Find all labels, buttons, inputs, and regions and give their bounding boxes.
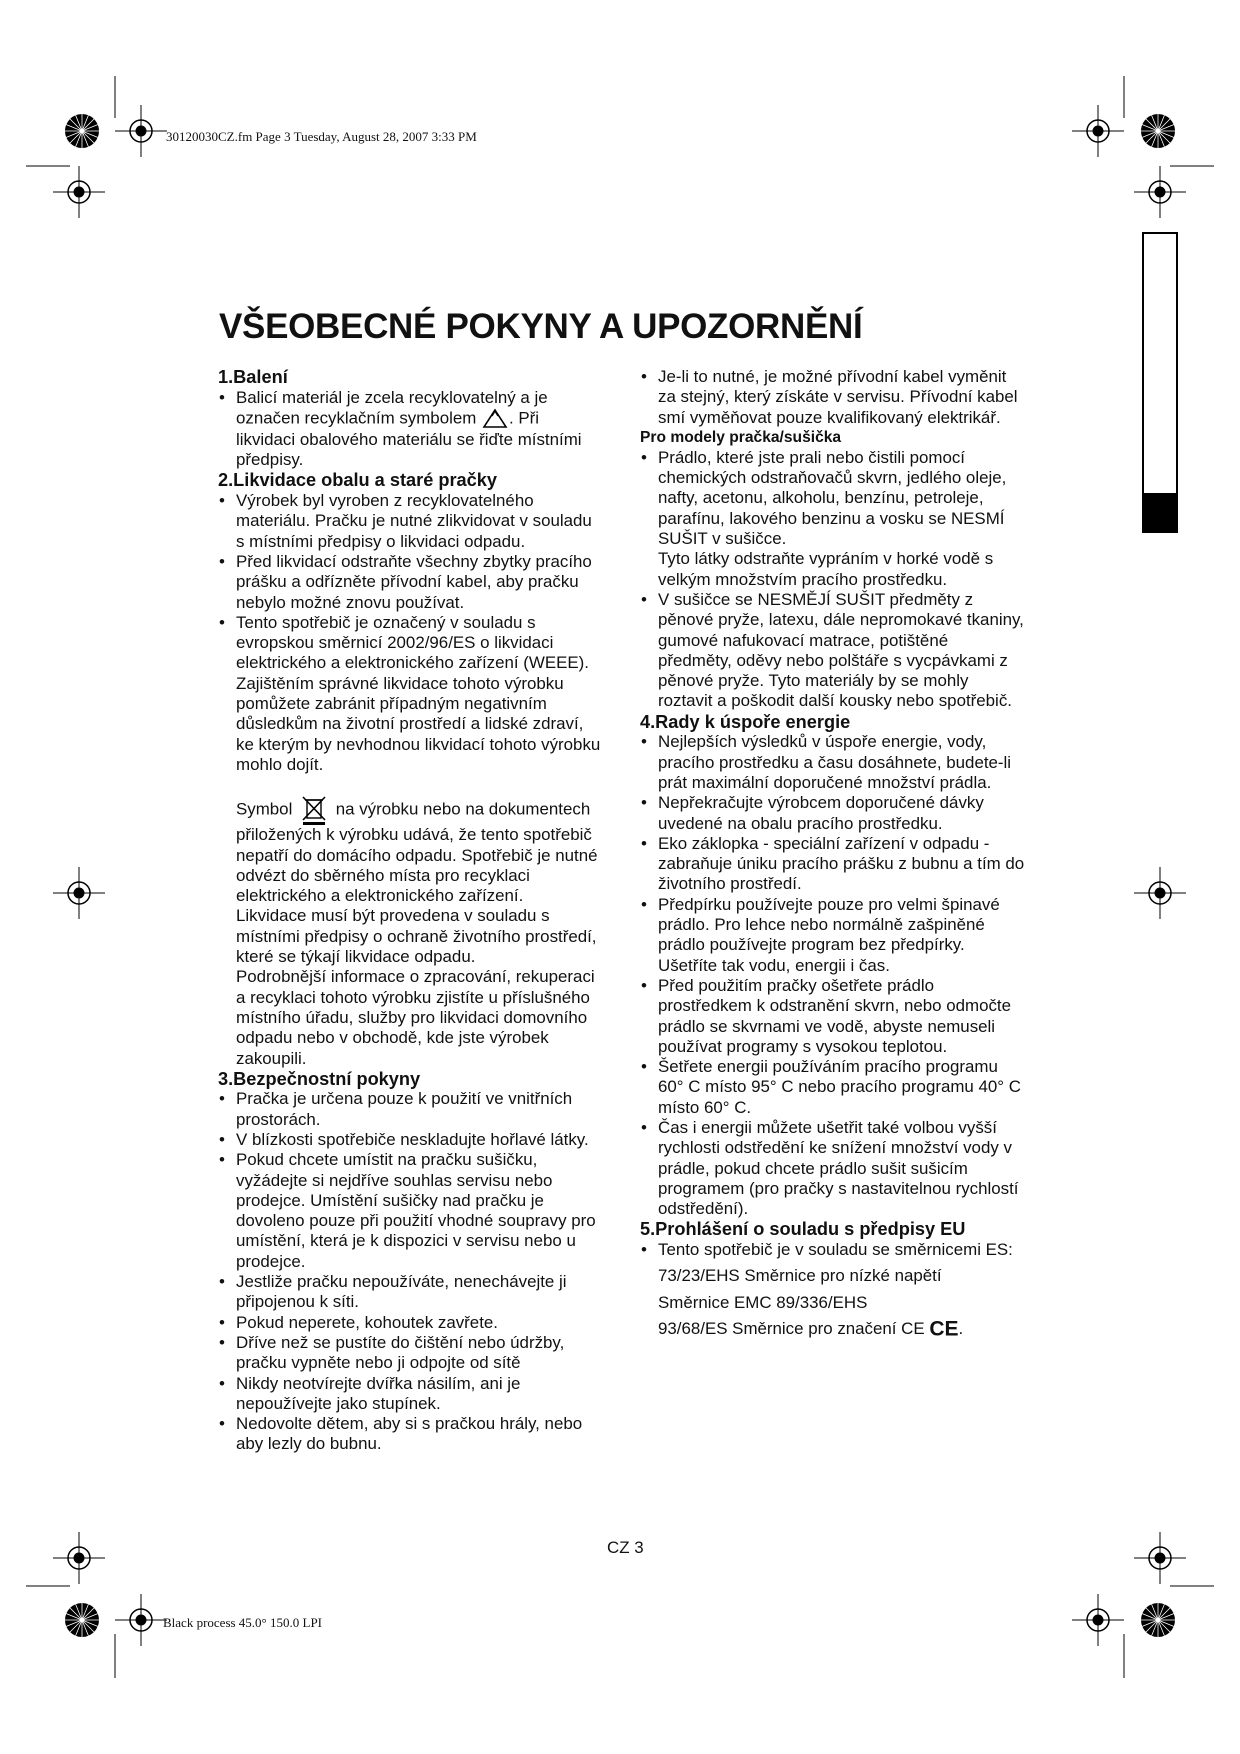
registration-mark [53,1532,105,1584]
list-item: • Před použitím pračky ošetřete prádlo prostředkem k odstranění skvrn, nebo odmočte prádlo se skvrnami ve vodě, abyste nemuseli používat programy s vysokou teplotou. [640,976,1026,1057]
list-item: • Šetřete energii používáním pracího programu 60° C místo 95° C nebo pracího programu 40° C místo 60° C. [640,1057,1026,1118]
section-heading: 4.Rady k úspoře energie [640,711,851,732]
section-heading: 5.Prohlášení o souladu s předpisy EU [640,1219,966,1240]
page-number: CZ 3 [607,1538,644,1557]
registration-mark [115,105,167,157]
section-list [640,732,1026,1219]
registration-mark [1134,1532,1186,1584]
section-list [218,1089,604,1454]
registration-mark [53,166,105,218]
star-mark-bottom-right [1141,1603,1175,1637]
list-item: • V blízkosti spotřebiče neskladujte hořlavé látky. [218,1130,604,1150]
list-item: • Tento spotřebič je označený v souladu s evropskou směrnicí 2002/96/ES o likvidaci elektrického a elektronického zařízení (WEEE). [218,613,604,674]
ce-mark: CE [929,1317,959,1341]
registration-mark [1134,867,1186,919]
list-item: • Předpírku používejte pouze pro velmi špinavé prádlo. Pro lehce nebo normálně zašpiněné prádlo používejte program bez předpírky. Ušetříte tak vodu, energii i čas. [640,895,1026,976]
list-item: • Čas i energii můžete ušetřit také volbou vyšší rychlosti odstředění ke snížení množství vody v prádle, pokud chcete prádlo sušit sušicím programem (pro pračky s nastavitelnou rychlostí odstředění). [640,1118,1026,1219]
section-list [218,388,604,471]
directive-line: 73/23/EHS Směrnice pro nízké napětí [658,1266,942,1286]
chapter-tab-marker [1142,493,1178,533]
registration-mark [53,867,105,919]
list-item: • Prádlo, které jste prali nebo čistili pomocí chemických odstraňovačů skvrn, jedlého oleje, nafty, acetonu, alkoholu, benzínu, petroleje, parafínu, lakového benzinu a vosku se NESMÍ SUŠIT v sušičce. Tyto látky odstraňte vypráním v horké vodě s velkým množstvím pracího prostředku. [640,448,1026,590]
list-item: • Nepřekračujte výrobcem doporučené dávky uvedené na obalu pracího prostředku. [640,793,1026,834]
section-heading: 2.Likvidace obalu a staré pračky [218,470,498,491]
list-item: • Výrobek byl vyroben z recyklovatelného materiálu. Pračku je nutné zlikvidovat v souladu s místními předpisy o likvidaci odpadu. [218,491,604,552]
list-item: • Tento spotřebič je v souladu se směrnicemi ES: [640,1240,1026,1260]
section-list [640,1240,1026,1260]
print-process-note: Black process 45.0° 150.0 LPI [163,1615,323,1630]
recycle-icon [481,408,509,430]
list-item: • Balicí materiál je zcela recyklovatelný a je označen recyklačním symbolem . Při likvidaci obalového materiálu se řiďte místními předpisy. [218,388,604,471]
list-item: • Dříve než se pustíte do čištění nebo údržby, pračku vypněte nebo ji odpojte od sítě [218,1333,604,1374]
directive-line: Směrnice EMC 89/336/EHS [658,1292,868,1312]
list-item: • Před likvidací odstraňte všechny zbytky pracího prášku a odřízněte přívodní kabel, aby pračku nebylo možné znovu používat. [218,552,604,613]
paragraph: Likvidace musí být provedena v souladu s místními předpisy o ochraně životního prostředí, které se týkají likvidace odpadu. [236,906,597,967]
star-mark-top-left [65,114,99,148]
list-item: • Pokud chcete umístit na pračku sušičku, vyžádejte si nejdříve souhlas servisu nebo prodejce. Umístění sušičky nad pračku je dovoleno pouze při použití vhodné soupravy pro umístění, která je k dispozici v servisu nebo u prodejce. [218,1150,604,1272]
left-column [218,367,604,1455]
list-item: • Nejlepších výsledků v úspoře energie, vody, pracího prostředku a času dosáhnete, budete-li prát maximální doporučené množství prádla. [640,732,1026,793]
right-column [640,367,1026,1340]
weee-paragraph: Symbol na výrobku nebo na dokumentech přiložených k výrobku udává, že tento spotřebič nepatří do domácího odpadu. Spotřebič je nutné odvézt do sběrného místa pro recyklaci elektrického a elektronického zařízení. [218,795,604,906]
registration-mark [1072,1594,1124,1646]
list-item: • Jestliže pračku nepoužíváte, nenechávejte ji připojenou k síti. [218,1272,604,1313]
list-item: • Nikdy neotvírejte dvířka násilím, ani je nepoužívejte jako stupínek. [218,1374,604,1415]
registration-mark [1072,105,1124,157]
list-item: • Pokud neperete, kohoutek zavřete. [218,1313,604,1333]
section-heading: 1.Balení [218,367,288,387]
list-item: • Pračka je určena pouze k použití ve vnitřních prostorách. [218,1089,604,1130]
chapter-tab [1142,232,1178,533]
crossed-bin-icon [297,795,331,825]
section-list [218,491,604,674]
section-list [640,448,1026,712]
page-title: VŠEOBECNÉ POKYNY A UPOZORNĚNÍ [219,307,863,346]
registration-mark [115,1594,167,1646]
paragraph: Zajištěním správné likvidace tohoto výrobku pomůžete zabránit případným negativním důsledkům na životní prostředí a lidské zdraví, ke kterým by nevhodnou likvidací tohoto výrobku mohlo dojít. [236,673,601,774]
section-list [640,367,1026,428]
paragraph: Podrobnější informace o zpracování, rekuperaci a recyklaci tohoto výrobku zjistíte u příslušného místního úřadu, služby pro likvidaci domovního odpadu nebo v obchodě, kde jste výrobek zakoupili. [236,967,595,1068]
list-item: • V sušičce se NESMĚJÍ SUŠIT předměty z pěnové pryže, latexu, dále nepromokavé tkaniny, gumové nafukovací matrace, potištěné předměty, oděvy nebo polštáře s vycpávkami z pěnové pryže. Tyto materiály by se mohly roztavit a poškodit další kousky nebo spotřebič. [640,590,1026,712]
subheading: Pro modely pračka/sušička [640,428,842,446]
star-mark-top-right [1141,114,1175,148]
section-heading: 3.Bezpečnostní pokyny [218,1068,421,1089]
star-mark-bottom-left [65,1603,99,1637]
list-item: • Nedovolte dětem, aby si s pračkou hrály, nebo aby lezly do bubnu. [218,1414,604,1455]
list-item: • Eko záklopka - speciální zařízení v odpadu - zabraňuje úniku pracího prášku z bubnu a tím do životního prostředí. [640,834,1026,895]
list-item: • Je-li to nutné, je možné přívodní kabel vyměnit za stejný, který získáte v servisu. Přívodní kabel smí vyměňovat pouze kvalifikovaný elektrikář. [640,367,1026,428]
directive-line: 93/68/ES Směrnice pro značení CE CE. [658,1317,964,1341]
registration-mark [1134,166,1186,218]
print-slug: 30120030CZ.fm Page 3 Tuesday, August 28, 2007 3:33 PM [166,129,477,144]
